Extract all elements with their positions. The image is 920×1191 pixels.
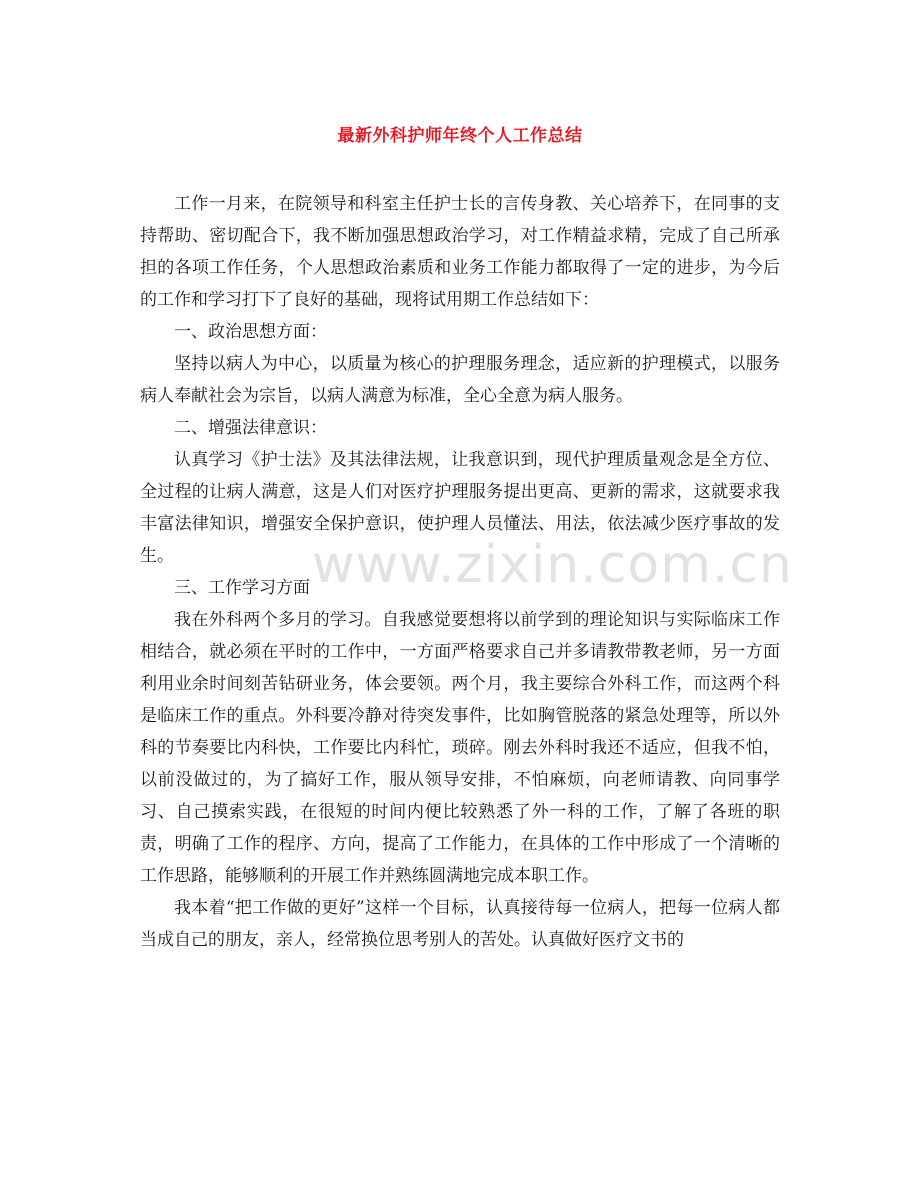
paragraph-goal: 我本着“把工作做的更好”这样一个目标，认真接待每一位病人，把每一位病人都当成自己的朋友，亲人，经常换位思考别人的苦处。认真做好医疗文书的 xyxy=(140,898,780,950)
paragraph-legal: 认真学习《护士法》及其法律法规，让我意识到，现代护理质量观念是全方位、全过程的让病人满意，这是人们对医疗护理服务提出更高、更新的需求，这就要求我丰富法律知识，增强安全保护意识，使护理人员懂法、用法，依法减少医疗事故的发生。 xyxy=(140,450,780,566)
section-heading-legal: 二、增强法律意识： xyxy=(174,418,327,438)
document-title: 最新外科护师年终个人工作总结 xyxy=(337,126,583,146)
section-heading-political: 一、政治思想方面： xyxy=(174,322,327,342)
paragraph-intro: 工作一月来，在院领导和科室主任护士长的言传身教、关心培养下，在同事的支持帮助、密切配合下，我不断加强思想政治学习，对工作精益求精，完成了自己所承担的各项工作任务，个人思想政治素质和业务工作能力都取得了一定的进步，为今后的工作和学习打下了良好的基础，现将试用期工作总结如下： xyxy=(140,194,780,310)
section-heading-work-study: 三、工作学习方面 xyxy=(174,578,310,598)
watermark: www.zixin.com.cn xyxy=(312,535,793,595)
document-body xyxy=(140,188,793,956)
paragraph-work-study: 我在外科两个多月的学习。自我感觉要想将以前学到的理论知识与实际临床工作相结合，就必须在平时的工作中，一方面严格要求自己并多请教带教老师，另一方面利用业余时间刻苦钻研业务，体会要领。两个月，我主要综合外科工作，而这两个科是临床工作的重点。外科要冷静对待突发事件，比如胸管脱落的紧急处理等，所以外科的节奏要比内科快，工作要比内科忙，琐碎。刚去外科时我还不适应，但我不怕，以前没做过的，为了搞好工作，服从领导安排，不怕麻烦，向老师请教、向同事学习、自己摸索实践，在很短的时间内便比较熟悉了外一科的工作，了解了各班的职责，明确了工作的程序、方向，提高了工作能力，在具体的工作中形成了一个清晰的工作思路，能够顺利的开展工作并熟练圆满地完成本职工作。 xyxy=(140,610,780,886)
paragraph-political: 坚持以病人为中心，以质量为核心的护理服务理念，适应新的护理模式，以服务病人奉献社会为宗旨，以病人满意为标准，全心全意为病人服务。 xyxy=(140,354,780,406)
